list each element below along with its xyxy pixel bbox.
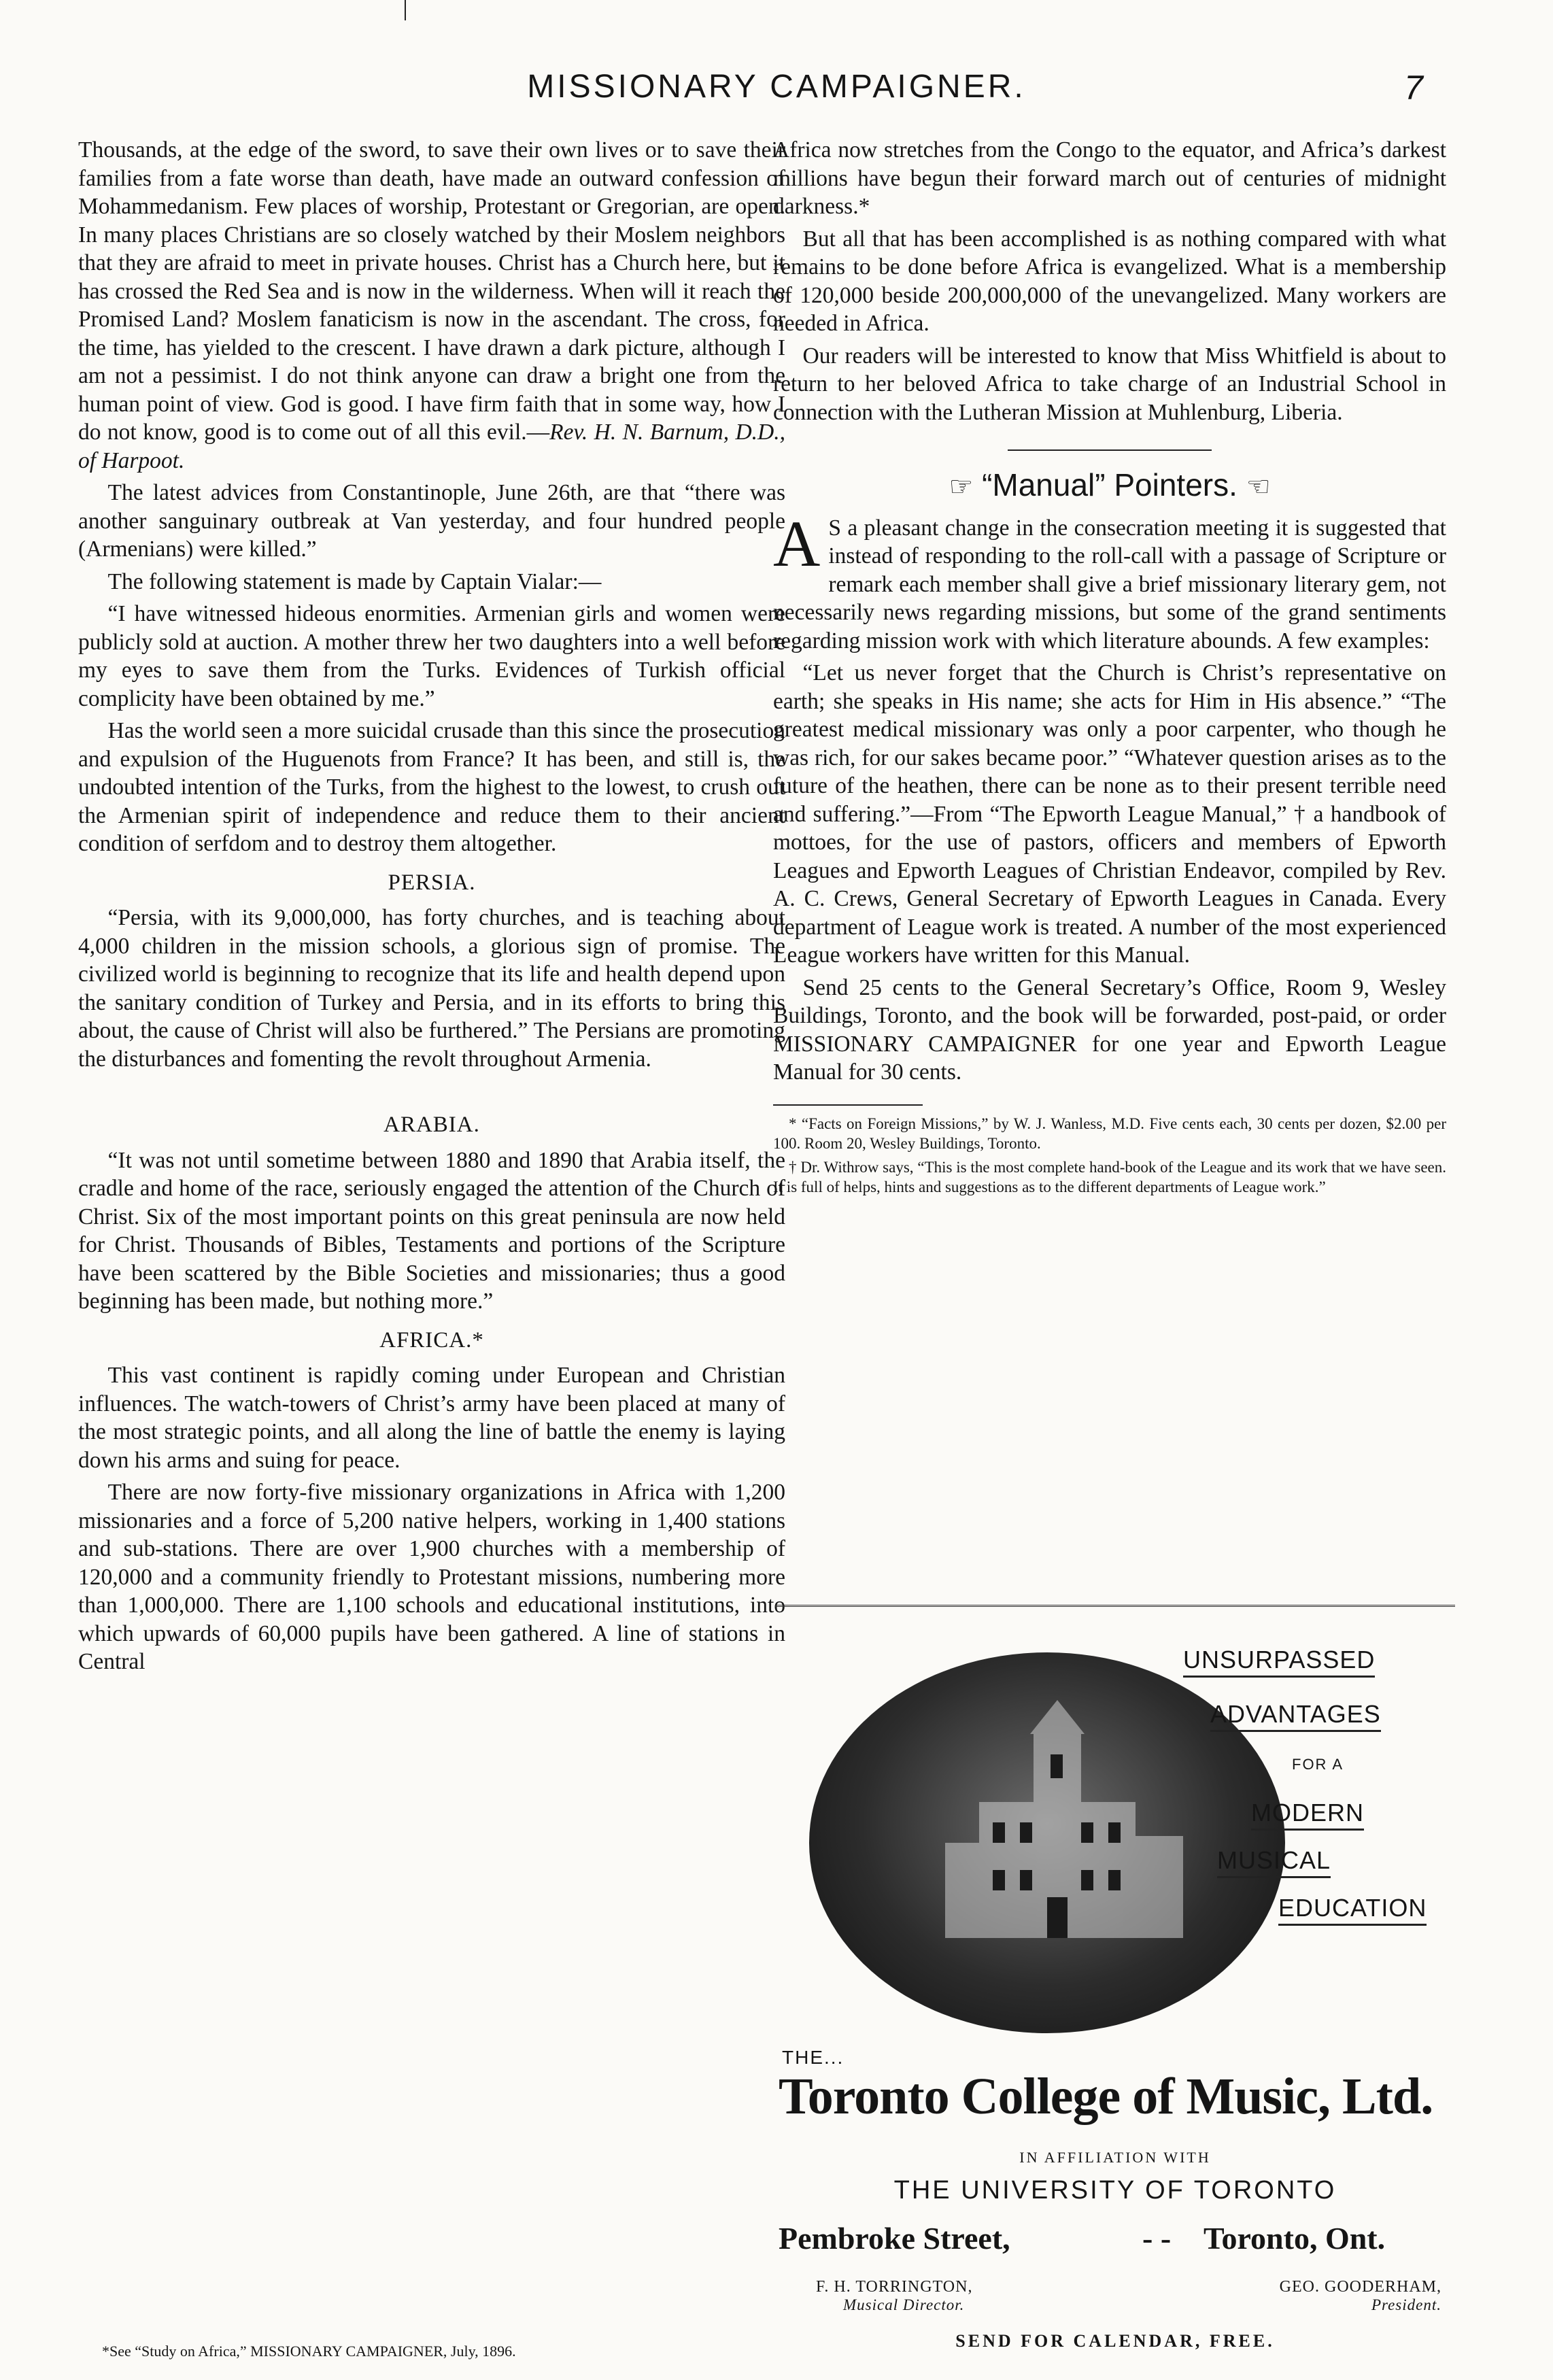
paragraph: Our readers will be interested to know that Miss Whitfield is about to return to her beloved Africa to take charge of an Industrial School in connection with the Lutheran Mission at Muhlenburg, Liberia. (773, 343, 1446, 425)
affiliation-label: IN AFFILIATION WITH (1019, 2149, 1211, 2166)
paragraph: “It was not until sometime between 1880 and 1890 that Arabia itself, the cradle and home of the race, seriously engaged the attention of the Church of Christ. Six of the most important points on this great peninsula are now held for Christ. Thousands of Bibles, Testaments and portions of the Scripture have been scattered by the Bible Societies and missionaries; thus a good beginning has been made, but nothing more.” (78, 1147, 785, 1314)
pointing-hand-icon: ☞ (949, 472, 974, 502)
college-name: Toronto College of Music, Ltd. (779, 2068, 1433, 2125)
paragraph: “Let us never forget that the Church is Christ’s representative on earth; she speaks in His name; she acts for Him in His absence.” “The greatest medical missionary was only a poor carpenter, who though he was rich, for our sakes became poor.” “Whatever question arises as to the future of the heathen, there can be none as to their present terrible need and suffering.”—From “The Epworth League Manual,” † a handbook of mottoes, for the use of pastors, officers and members of Epworth Leagues and Epworth Leagues of Christian Endeavor, compiled by Rev. A. C. Crews, General Secretary of Epworth Leagues in Canada. Every department of League work is treated. A number of the most experienced League workers have written for this Manual. (773, 660, 1446, 968)
running-title: MISSIONARY CAMPAIGNER. (527, 69, 1026, 105)
paragraph: This vast continent is rapidly coming under European and Christian influences. The watch-towers of Christ’s army have been placed at many of the most strategic points, and all along the line of battle the enemy is laying down his arms and suing for peace. (78, 1363, 785, 1473)
paragraph: Has the world seen a more suicidal crusade than this since the prosecution and expulsion of the Huguenots from France? It has been, and still is, the undoubted intention of the Turks, from the highest to the lowest, to crush out the Armenian spirit of independence and reduce them to their ancient condition of serfdom and to destroy them altogether. (78, 718, 785, 856)
footnote: * “Facts on Foreign Missions,” by W. J. Wanless, M.D. Five cents each, 30 cents per dozen, $2.00 per 100. Room 20, Wesley Buildings, Toronto. (773, 1115, 1446, 1152)
manual-pointers-heading: ☞ “Manual” Pointers. ☜ (949, 467, 1271, 503)
paragraph: A S a pleasant change in the consecration meeting it is suggested that instead of responding to the roll-call with a passage of Scripture or remark each member shall give a brief missionary literary gem, not necessarily news regarding missions, but some of the grand sentiments regarding mission work with which literature abounds. A few examples: (773, 507, 1446, 653)
left-column (78, 136, 785, 1680)
paragraph: There are now forty-five missionary organizations in Africa with 1,200 missionaries and a force of 5,200 native helpers, working in 1,400 stations and sub-stations. There are over 1,900 churches with a membership of 120,000 and a community friendly to Protestant missions, numbering more than 1,000,000. There are 1,100 schools and educational institutions, into which upwards of 60,000 pupils have been gathered. A line of stations in Central (78, 1480, 785, 1674)
ad-top-rule (775, 1605, 1455, 1607)
footnotes (773, 1114, 1446, 1197)
section-divider (1008, 449, 1212, 451)
street: Pembroke Street, (779, 2221, 1010, 2256)
president: GEO. GOODERHAM, President. (1279, 2278, 1441, 2313)
ad-tagline-word: MUSICAL (1217, 1846, 1331, 1878)
top-margin-mark (405, 0, 406, 20)
paragraph: Send 25 cents to the General Secretary’s Office, Room 9, Wesley Buildings, Toronto, and the book will be forwarded, post-paid, or order MISSIONARY CAMPAIGNER for one year and Epworth League Manual for 30 cents. (773, 974, 1446, 1085)
college-advertisement (775, 1605, 1455, 2360)
university-name: THE UNIVERSITY OF TORONTO (893, 2176, 1337, 2205)
ad-tagline-word: MODERN (1251, 1799, 1364, 1831)
section-heading-africa: AFRICA.* (379, 1327, 484, 1353)
page-number: 7 (1404, 69, 1423, 107)
paragraph: “I have witnessed hideous enormities. Armenian girls and women were publicly sold at auction. A mother threw her two daughters into a well before my eyes to save them from the Turks. Evidences of Turkish official complicity have been obtained by me.” (78, 601, 785, 711)
footnote: † Dr. Withrow says, “This is the most complete hand-book of the League and its work that we have seen. It is full of helps, hints and suggestions as to the different departments of League work.” (773, 1158, 1446, 1195)
director: F. H. TORRINGTON, Musical Director. (816, 2278, 973, 2313)
paragraph: The latest advices from Constantinople, June 26th, are that “there was another sanguinary outbreak at Van yesterday, and four hundred people (Armenians) were killed.” (78, 480, 785, 562)
ad-tagline-word: UNSURPASSED (1183, 1646, 1375, 1678)
ad-tagline-word: FOR A (1292, 1756, 1344, 1773)
paragraph: But all that has been accomplished is as nothing compared with what remains to be done before Africa is evangelized. What is a membership of 120,000 beside 200,000,000 of the unevangelized. Many workers are needed in Africa. (773, 226, 1446, 336)
attribution: Rev. H. N. Barnum, D.D., of Harpoot. (78, 420, 785, 473)
paragraph: Africa now stretches from the Congo to the equator, and Africa’s darkest millions have begun their forward march out of centuries of midnight darkness.* (773, 137, 1446, 219)
footnote-left: *See “Study on Africa,” MISSIONARY CAMPAIGNER, July, 1896. (102, 2343, 516, 2360)
ad-tagline-word: EDUCATION (1278, 1894, 1427, 1926)
paragraph: The following statement is made by Captain Vialar:— (107, 568, 602, 594)
ad-the-label: THE... (782, 2047, 844, 2068)
calendar-offer: SEND FOR CALENDAR, FREE. (955, 2331, 1275, 2351)
ad-tagline-word: ADVANTAGES (1210, 1700, 1381, 1732)
footnote-divider (773, 1104, 923, 1106)
city: Toronto, Ont. (1204, 2221, 1386, 2256)
drop-cap: A (773, 507, 821, 580)
section-heading-arabia: ARABIA. (383, 1112, 480, 1137)
pointing-hand-icon: ☜ (1246, 472, 1271, 502)
right-column (773, 136, 1446, 1201)
paragraph: “Persia, with its 9,000,000, has forty churches, and is teaching about 4,000 children in the mission schools, a glorious sign of promise. The civilized world is beginning to recognize that its life and health depend upon the sanitary condition of Turkey and Persia, and in its efforts to bring this about, the cause of Christ will also be furthered.” The Persians are promoting the disturbances and fomenting the revolt throughout Armenia. (78, 905, 785, 1072)
paragraph: Thousands, at the edge of the sword, to save their own lives or to save their families from a fate worse than death, have made an outward confession of Mohammedanism. Few places of worship, Protestant or Gregorian, are open. In many places Christians are so closely watched by their Moslem neighbors that they are afraid to meet in private houses. Christ has a Church here, but it has crossed the Red Sea and is now in the wilderness. When will it reach the Promised Land? Moslem fanaticism is now in the ascendant. The cross, for the time, has yielded to the crescent. I have drawn a dark picture, although I am not a pessimist. I do not think anyone can draw a bright one from the human point of view. God is good. I have firm faith that in some way, how I do not know, good is to come out of all this evil.—Rev. H. N. Barnum, D.D., of Harpoot. (78, 137, 785, 473)
address-separator: - - (1142, 2221, 1172, 2256)
section-heading-persia: PERSIA. (388, 870, 476, 895)
